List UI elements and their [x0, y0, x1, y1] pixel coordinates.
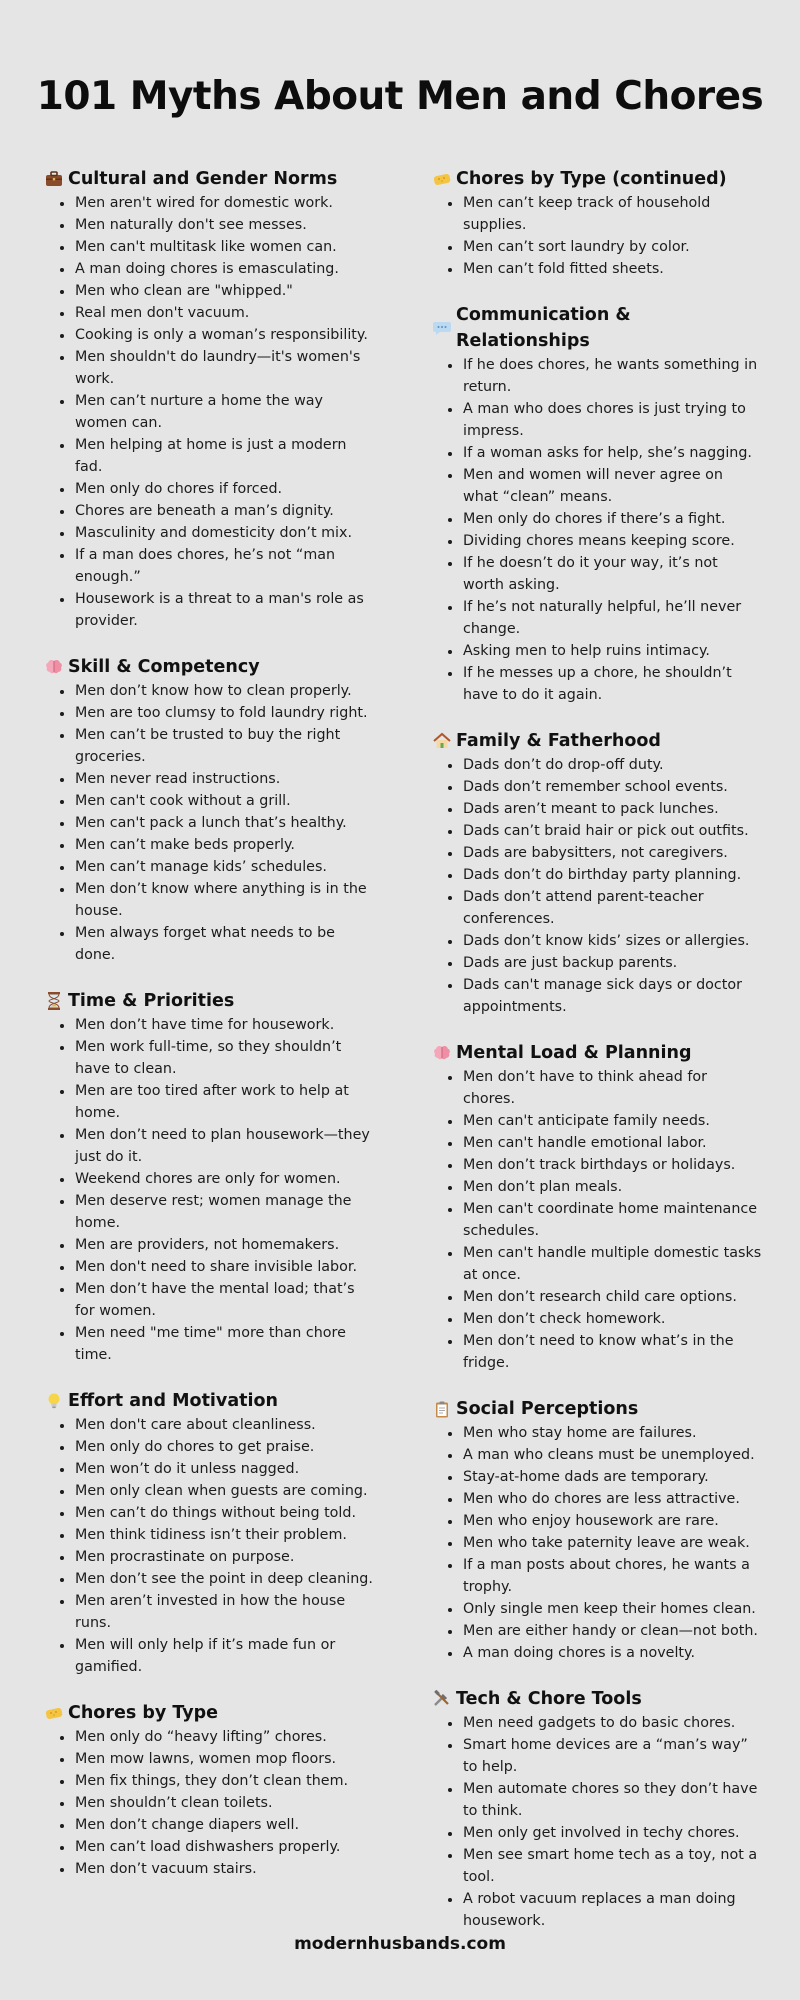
- myth-list-item: • Men who stay home are failures.: [462, 1422, 762, 1444]
- section-heading-text: Social Perceptions: [456, 1399, 639, 1419]
- myth-list-item: • Cooking is only a woman’s responsibility.: [74, 324, 374, 346]
- myth-list-item: • Men can't cook without a grill.: [74, 790, 374, 812]
- myth-list-item: • Men don’t have time for housework.: [74, 1014, 374, 1036]
- myth-list: [432, 754, 762, 1018]
- myth-list-item: • Masculinity and domesticity don’t mix.: [74, 522, 374, 544]
- myth-list-item: • Men see smart home tech as a toy, not a tool.: [462, 1844, 762, 1888]
- myth-list-item: • Men don’t check homework.: [462, 1308, 762, 1330]
- section-heading: [432, 302, 762, 354]
- myth-list-item: • Men never read instructions.: [74, 768, 374, 790]
- section-heading-text: Time & Priorities: [68, 991, 235, 1011]
- myth-list-item: • If he does chores, he wants something in return.: [462, 354, 762, 398]
- myth-list-item: • Men don’t research child care options.: [462, 1286, 762, 1308]
- section-heading: [44, 1700, 374, 1726]
- myth-list-item: • Asking men to help ruins intimacy.: [462, 640, 762, 662]
- myth-list-item: • Men don’t need to know what’s in the fridge.: [462, 1330, 762, 1374]
- myth-list-item: • Men aren’t invested in how the house runs.: [74, 1590, 374, 1634]
- myth-list-item: • Men don’t know how to clean properly.: [74, 680, 374, 702]
- house-icon: [432, 731, 452, 751]
- myth-list-item: • Men and women will never agree on what “clean” means.: [462, 464, 762, 508]
- myth-list-item: • Men don’t track birthdays or holidays.: [462, 1154, 762, 1176]
- myth-list-item: • If he messes up a chore, he shouldn’t have to do it again.: [462, 662, 762, 706]
- myth-list-item: • Dads are just backup parents.: [462, 952, 762, 974]
- myth-list: [44, 1014, 374, 1366]
- section-time-and-priorities: [44, 988, 374, 1366]
- myth-list-item: • Dads can’t braid hair or pick out outfits.: [462, 820, 762, 842]
- myth-list-item: • Men need "me time" more than chore time.: [74, 1322, 374, 1366]
- page-title: 101 Myths About Men and Chores: [36, 74, 764, 119]
- myth-list: [44, 1726, 374, 1880]
- myth-list-item: • Men can’t do things without being told.: [74, 1502, 374, 1524]
- myth-list: [44, 1414, 374, 1678]
- myth-list: [432, 354, 762, 706]
- myth-list-item: • Men aren't wired for domestic work.: [74, 192, 374, 214]
- myth-list-item: • Men work full-time, so they shouldn’t have to clean.: [74, 1036, 374, 1080]
- myth-list-item: • Weekend chores are only for women.: [74, 1168, 374, 1190]
- section-heading: [44, 1388, 374, 1414]
- section-heading: [432, 1040, 762, 1066]
- myth-list-item: • Only single men keep their homes clean.: [462, 1598, 762, 1620]
- myth-list-item: • Men automate chores so they don’t have to think.: [462, 1778, 762, 1822]
- myth-list-item: • Men don’t need to plan housework—they just do it.: [74, 1124, 374, 1168]
- section-heading: [44, 988, 374, 1014]
- brain-icon: [432, 1043, 452, 1063]
- myth-list-item: • Men shouldn't do laundry—it's women's work.: [74, 346, 374, 390]
- myth-list-item: • Men can't coordinate home maintenance schedules.: [462, 1198, 762, 1242]
- myth-list-item: • Men helping at home is just a modern fad.: [74, 434, 374, 478]
- myth-list: [44, 192, 374, 632]
- myth-list-item: • Men can’t load dishwashers properly.: [74, 1836, 374, 1858]
- section-heading-text: Family & Fatherhood: [456, 731, 661, 751]
- myth-list-item: • Men will only help if it’s made fun or gamified.: [74, 1634, 374, 1678]
- myth-list-item: • Men who enjoy housework are rare.: [462, 1510, 762, 1532]
- myth-list-item: • A robot vacuum replaces a man doing housework.: [462, 1888, 762, 1932]
- myth-list-item: • Men don’t change diapers well.: [74, 1814, 374, 1836]
- myth-list: [432, 1422, 762, 1664]
- section-heading-text: Mental Load & Planning: [456, 1043, 692, 1063]
- myth-list-item: • Men can’t be trusted to buy the right groceries.: [74, 724, 374, 768]
- myth-list-item: • Men can’t keep track of household supplies.: [462, 192, 762, 236]
- myth-list-item: • A man who does chores is just trying to impress.: [462, 398, 762, 442]
- myth-list-item: • Men are too tired after work to help at home.: [74, 1080, 374, 1124]
- section-heading: [432, 728, 762, 754]
- myth-list-item: • Men can't pack a lunch that’s healthy.: [74, 812, 374, 834]
- myth-list-item: • Men deserve rest; women manage the home.: [74, 1190, 374, 1234]
- myth-list-item: • Men are providers, not homemakers.: [74, 1234, 374, 1256]
- myth-list-item: • Men don’t have the mental load; that’s for women.: [74, 1278, 374, 1322]
- myth-list-item: • Men only do chores if there’s a fight.: [462, 508, 762, 530]
- section-heading: [432, 1686, 762, 1712]
- myth-list-item: • Men can't handle emotional labor.: [462, 1132, 762, 1154]
- myth-list: [432, 1712, 762, 1932]
- myth-list-item: • If a man posts about chores, he wants a trophy.: [462, 1554, 762, 1598]
- myth-list-item: • Men procrastinate on purpose.: [74, 1546, 374, 1568]
- sponge-icon: [44, 1703, 64, 1723]
- section-cultural-and-gender-norms: [44, 166, 374, 632]
- section-heading: [432, 166, 762, 192]
- section-communication-and-relationships: [432, 302, 762, 706]
- myth-list-item: • Men don’t see the point in deep cleaning.: [74, 1568, 374, 1590]
- myth-list-item: • Men who do chores are less attractive.: [462, 1488, 762, 1510]
- myth-list-item: • Men don’t have to think ahead for chores.: [462, 1066, 762, 1110]
- myth-list-item: • Men only do chores if forced.: [74, 478, 374, 500]
- myth-list-item: • Men need gadgets to do basic chores.: [462, 1712, 762, 1734]
- myth-list-item: • Men don't need to share invisible labor.: [74, 1256, 374, 1278]
- myth-list-item: • Men can't anticipate family needs.: [462, 1110, 762, 1132]
- myth-list-item: • Men don’t vacuum stairs.: [74, 1858, 374, 1880]
- myth-list-item: • Housework is a threat to a man's role as provider.: [74, 588, 374, 632]
- section-heading: [44, 166, 374, 192]
- section-heading: [44, 654, 374, 680]
- tools-icon: [432, 1689, 452, 1709]
- myth-list-item: • Men can't multitask like women can.: [74, 236, 374, 258]
- brain-icon: [44, 657, 64, 677]
- section-heading-text: Chores by Type: [68, 1703, 219, 1723]
- section-effort-and-motivation: [44, 1388, 374, 1678]
- myth-list-item: • Men can't handle multiple domestic tasks at once.: [462, 1242, 762, 1286]
- myth-list-item: • If a woman asks for help, she’s nagging.: [462, 442, 762, 464]
- myth-list-item: • A man doing chores is a novelty.: [462, 1642, 762, 1664]
- section-social-perceptions: [432, 1396, 762, 1664]
- section-mental-load-and-planning: [432, 1040, 762, 1374]
- myth-list-item: • Men fix things, they don’t clean them.: [74, 1770, 374, 1792]
- myth-list-item: • Men don’t know where anything is in the house.: [74, 878, 374, 922]
- myth-list-item: • Men can’t sort laundry by color.: [462, 236, 762, 258]
- section-heading: [432, 1396, 762, 1422]
- section-heading-text: Chores by Type (continued): [456, 169, 727, 189]
- myth-list-item: • Men shouldn’t clean toilets.: [74, 1792, 374, 1814]
- myth-list-item: • Men think tidiness isn’t their problem.: [74, 1524, 374, 1546]
- myth-list-item: • Men can’t fold fitted sheets.: [462, 258, 762, 280]
- myth-list-item: • If a man does chores, he’s not “man enough.”: [74, 544, 374, 588]
- myth-list-item: • Men naturally don't see messes.: [74, 214, 374, 236]
- myth-list-item: • Men can’t manage kids’ schedules.: [74, 856, 374, 878]
- section-chores-by-type-continued: [432, 166, 762, 280]
- section-heading-text: Communication & Relationships: [456, 305, 631, 351]
- myth-list-item: • Men who take paternity leave are weak.: [462, 1532, 762, 1554]
- myth-list-item: • Smart home devices are a “man’s way” to help.: [462, 1734, 762, 1778]
- myth-list-item: • Men only do “heavy lifting” chores.: [74, 1726, 374, 1748]
- clock-icon: [44, 991, 64, 1011]
- myth-list-item: • A man who cleans must be unemployed.: [462, 1444, 762, 1466]
- myth-list-item: • Dividing chores means keeping score.: [462, 530, 762, 552]
- myth-list-item: • Stay-at-home dads are temporary.: [462, 1466, 762, 1488]
- myth-list-item: • If he’s not naturally helpful, he’ll never change.: [462, 596, 762, 640]
- section-tech-and-chore-tools: [432, 1686, 762, 1932]
- myth-list-item: • Men are too clumsy to fold laundry right.: [74, 702, 374, 724]
- section-heading-text: Cultural and Gender Norms: [68, 169, 338, 189]
- myth-list-item: • Men mow lawns, women mop floors.: [74, 1748, 374, 1770]
- section-heading-text: Tech & Chore Tools: [456, 1689, 642, 1709]
- myth-list-item: • Dads don’t know kids’ sizes or allergies.: [462, 930, 762, 952]
- myth-list-item: • Dads can't manage sick days or doctor appointments.: [462, 974, 762, 1018]
- myth-list-item: • A man doing chores is emasculating.: [74, 258, 374, 280]
- speech-bubble-icon: [432, 318, 452, 338]
- myth-list-item: • Dads don’t remember school events.: [462, 776, 762, 798]
- myth-list-item: • Men who clean are "whipped.": [74, 280, 374, 302]
- myth-list-item: • Men only do chores to get praise.: [74, 1436, 374, 1458]
- myth-list-item: • Dads don’t attend parent-teacher conferences.: [462, 886, 762, 930]
- myth-list: [432, 192, 762, 280]
- myth-list-item: • Dads don’t do birthday party planning.: [462, 864, 762, 886]
- myth-list: [432, 1066, 762, 1374]
- myth-list-item: • Men can’t make beds properly.: [74, 834, 374, 856]
- section-heading-text: Effort and Motivation: [68, 1391, 278, 1411]
- myth-list-item: • If he doesn’t do it your way, it’s not worth asking.: [462, 552, 762, 596]
- myth-list-item: • Chores are beneath a man’s dignity.: [74, 500, 374, 522]
- myth-list-item: • Dads aren’t meant to pack lunches.: [462, 798, 762, 820]
- section-skill-and-competency: [44, 654, 374, 966]
- myth-list-item: • Men don’t plan meals.: [462, 1176, 762, 1198]
- myth-list-item: • Men can’t nurture a home the way women can.: [74, 390, 374, 434]
- myth-list-item: • Men are either handy or clean—not both.: [462, 1620, 762, 1642]
- sponge-icon: [432, 169, 452, 189]
- myth-list-item: • Men only get involved in techy chores.: [462, 1822, 762, 1844]
- clipboard-icon: [432, 1399, 452, 1419]
- left-column: [44, 166, 374, 1902]
- myth-list-item: • Real men don't vacuum.: [74, 302, 374, 324]
- footer-site-name: modernhusbands.com: [294, 1934, 506, 1954]
- lightbulb-icon: [44, 1391, 64, 1411]
- myth-list-item: • Men always forget what needs to be done.: [74, 922, 374, 966]
- section-family-and-fatherhood: [432, 728, 762, 1018]
- myth-list-item: • Men won’t do it unless nagged.: [74, 1458, 374, 1480]
- section-heading-text: Skill & Competency: [68, 657, 260, 677]
- myth-list-item: • Men only clean when guests are coming.: [74, 1480, 374, 1502]
- briefcase-icon: [44, 169, 64, 189]
- myth-list: [44, 680, 374, 966]
- myth-list-item: • Men don't care about cleanliness.: [74, 1414, 374, 1436]
- myth-list-item: • Dads are babysitters, not caregivers.: [462, 842, 762, 864]
- section-chores-by-type: [44, 1700, 374, 1880]
- myth-list-item: • Dads don’t do drop-off duty.: [462, 754, 762, 776]
- right-column: [432, 166, 762, 1954]
